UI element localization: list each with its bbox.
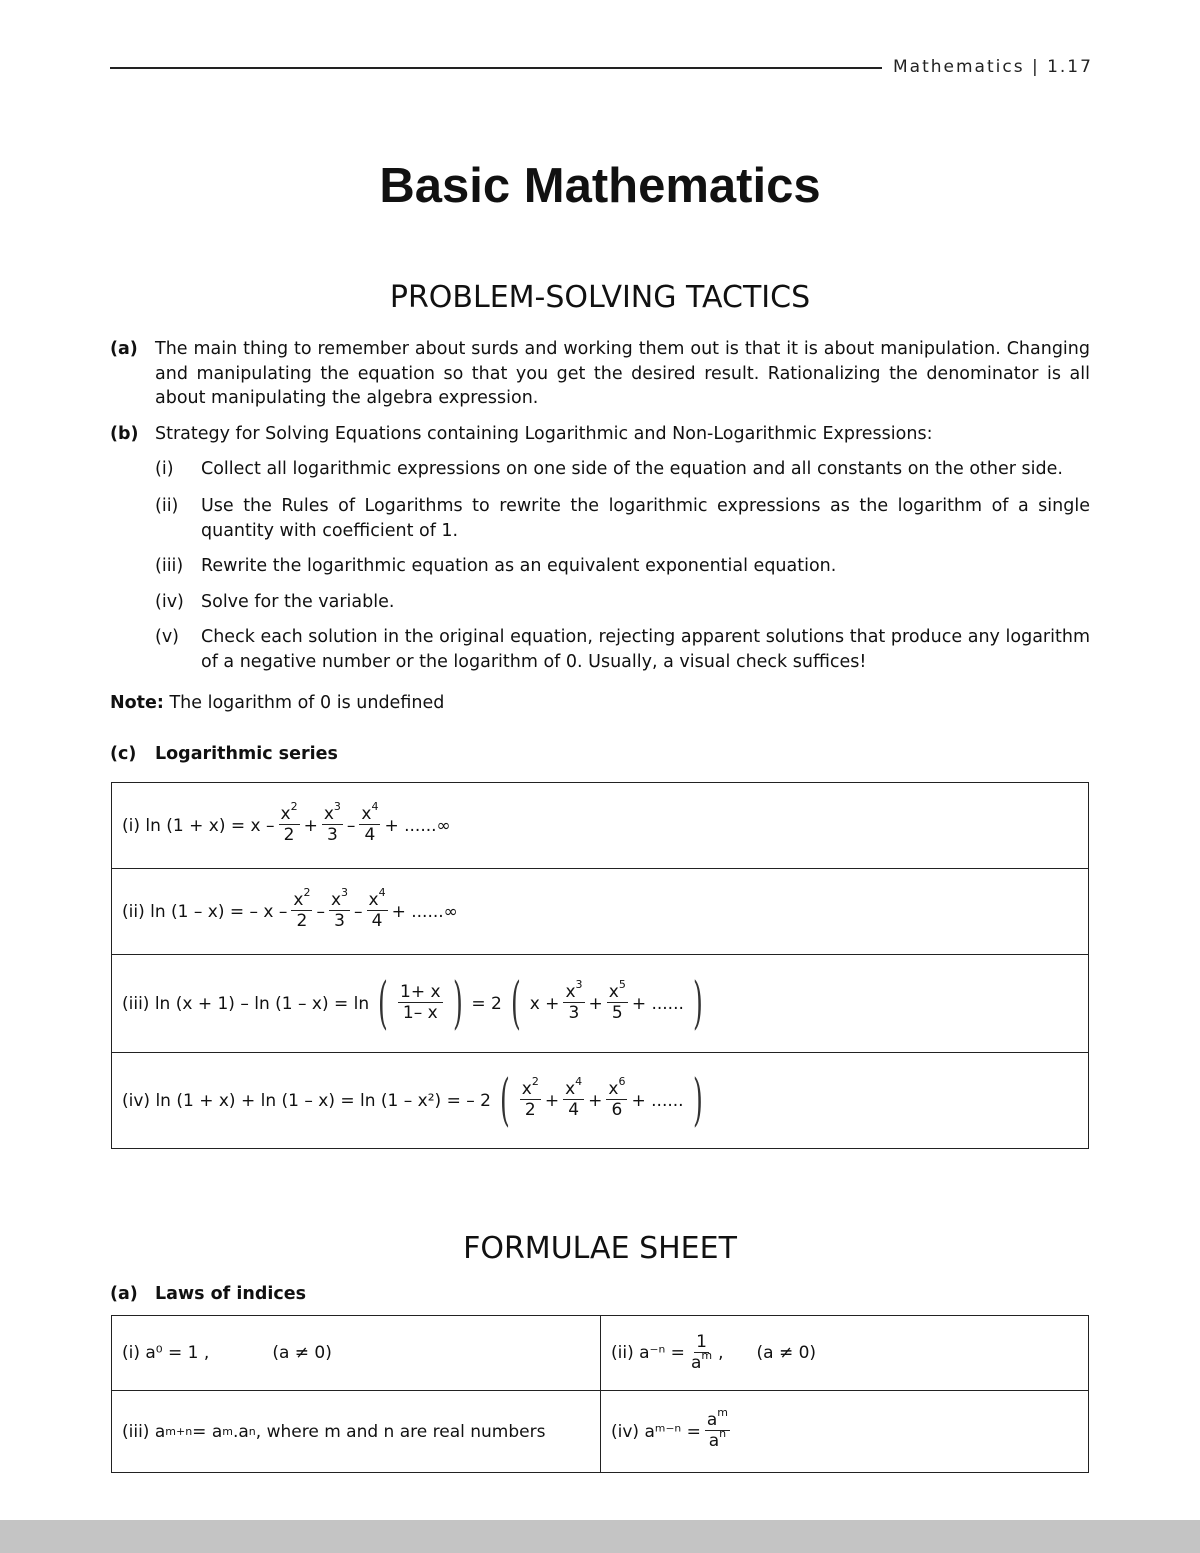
series-tail: + ...... <box>631 993 684 1014</box>
exponent: m <box>701 1348 713 1362</box>
numerator: a <box>706 1410 718 1430</box>
denominator: a <box>690 1352 702 1373</box>
fraction <box>329 886 350 932</box>
operator: – <box>346 815 356 836</box>
right-paren: ) <box>452 970 463 1036</box>
exponent: 2 <box>303 886 311 899</box>
indices-row <box>112 1391 1089 1473</box>
equals: = 2 <box>471 993 502 1014</box>
tactic-b-label: (b) <box>110 424 139 444</box>
exponent: 2 <box>531 1075 539 1088</box>
numerator: 1+ x <box>400 982 441 1002</box>
note-label: Note: <box>110 693 164 713</box>
denominator: 3 <box>326 825 338 845</box>
formula-prefix: (ii) ln (1 – x) = – x – <box>122 901 288 922</box>
exponent: 3 <box>575 978 583 991</box>
series-row <box>112 1053 1089 1149</box>
step-item <box>155 625 1090 674</box>
fraction <box>367 886 388 932</box>
series-tail: + ......∞ <box>391 901 458 922</box>
running-header: Mathematics | 1.17 <box>893 57 1093 77</box>
series-formula-3 <box>122 970 1088 1036</box>
law-i <box>122 1343 600 1363</box>
law-iii-prefix: (iii) a <box>122 1421 166 1442</box>
exponent: 4 <box>371 800 379 813</box>
series-row <box>112 955 1089 1053</box>
denominator: 4 <box>568 1100 580 1120</box>
numerator: 1 <box>696 1331 707 1352</box>
denominator: 5 <box>611 1003 623 1023</box>
tactic-a <box>110 337 1090 411</box>
denominator: 6 <box>611 1100 623 1120</box>
step-text: Check each solution in the original equation, rejecting apparent solutions that produce any logarithm of a negative number or the logarithm of 0. Usually, a visual check suffices! <box>201 627 1090 672</box>
fraction <box>606 1075 627 1121</box>
step-label: (v) <box>155 627 180 647</box>
step-label: (iii) <box>155 556 184 576</box>
log-series-heading <box>110 744 338 764</box>
operator: – <box>354 901 363 922</box>
step-label: (iv) <box>155 592 184 612</box>
tactic-a-label: (a) <box>110 339 138 359</box>
denominator: 1– x <box>402 1003 438 1023</box>
denominator: 3 <box>568 1003 580 1023</box>
formula-prefix: (i) ln (1 + x) = x – <box>122 815 275 836</box>
formula-prefix: (iii) ln (x + 1) – ln (1 – x) = ln <box>122 993 370 1014</box>
step-item <box>155 554 1090 579</box>
problem-solving-heading: PROBLEM-SOLVING TACTICS <box>389 280 811 315</box>
law-ii-condition: (a ≠ 0) <box>756 1343 817 1363</box>
law-iii: (iii) a m+n = a m .a n , where m and n are real numbers <box>122 1421 546 1442</box>
denominator: 4 <box>364 825 376 845</box>
series-tail: + ...... <box>631 1090 684 1111</box>
numerator: x <box>608 1079 619 1099</box>
log-series-label: (c) <box>110 744 137 764</box>
fraction <box>563 1075 584 1121</box>
step-text: Rewrite the logarithmic equation as an equivalent exponential equation. <box>201 556 837 576</box>
numerator: x <box>361 804 372 824</box>
term: x + <box>529 993 560 1014</box>
fraction <box>520 1075 541 1121</box>
indices-table <box>111 1315 1089 1473</box>
header-rule <box>110 67 882 69</box>
denominator: 4 <box>371 911 383 931</box>
exponent: n <box>719 1427 727 1440</box>
left-paren: ( <box>499 1067 510 1133</box>
log-series-title: Logarithmic series <box>155 744 338 764</box>
law-iii-product: .a <box>232 1421 249 1442</box>
operator: + <box>588 1090 603 1111</box>
numerator: x <box>368 890 379 910</box>
operator: + <box>544 1090 560 1111</box>
law-iii-equals: = a <box>192 1421 223 1442</box>
numerator: x <box>280 804 291 824</box>
step-item <box>155 494 1090 543</box>
law-iv <box>611 1406 1088 1452</box>
law-i-condition: (a ≠ 0) <box>272 1343 332 1363</box>
fraction <box>398 983 443 1024</box>
separator: , <box>718 1343 724 1363</box>
step-text: Collect all logarithmic expressions on one side of the equation and all constants on the other side. <box>201 459 1063 479</box>
exponent: 4 <box>378 886 386 899</box>
numerator: x <box>293 890 304 910</box>
note-text: The logarithm of 0 is undefined <box>163 693 445 713</box>
fraction <box>607 978 628 1024</box>
law-i-text: (i) a⁰ = 1 , <box>122 1343 210 1363</box>
exponent: 2 <box>290 800 298 813</box>
laws-label: (a) <box>110 1284 138 1304</box>
law-ii <box>611 1333 1088 1374</box>
laws-title: Laws of indices <box>155 1284 307 1304</box>
exponent: 6 <box>618 1075 626 1088</box>
operator: + <box>588 993 603 1014</box>
denominator: a <box>708 1431 720 1451</box>
series-formula-2 <box>122 886 1088 932</box>
numerator: x <box>565 982 576 1002</box>
step-item <box>155 457 1090 482</box>
denominator: 2 <box>296 911 308 931</box>
exponent: 4 <box>575 1075 583 1088</box>
log-series-table <box>111 782 1089 1149</box>
tactic-b <box>110 422 1090 447</box>
laws-heading <box>110 1284 307 1304</box>
note <box>110 693 444 713</box>
footer-bar <box>0 1520 1200 1553</box>
numerator: x <box>565 1079 576 1099</box>
page-title: Basic Mathematics <box>379 159 821 213</box>
law-iii-tail: , where m and n are real numbers <box>255 1421 546 1442</box>
indices-row <box>112 1316 1089 1391</box>
numerator: x <box>330 890 342 910</box>
exponent: 3 <box>341 886 349 899</box>
left-paren: ( <box>378 970 388 1036</box>
series-formula-1 <box>122 800 1088 846</box>
fraction <box>705 1406 730 1452</box>
operator: – <box>316 901 325 922</box>
fraction <box>291 886 312 932</box>
step-text: Solve for the variable. <box>201 592 395 612</box>
fraction <box>279 800 300 846</box>
right-paren: ) <box>692 1067 703 1133</box>
denominator: 3 <box>334 911 345 931</box>
tactic-b-text: Strategy for Solving Equations containing Logarithmic and Non-Logarithmic Expressions: <box>155 424 933 444</box>
exponent: m <box>717 1406 728 1419</box>
series-row <box>112 783 1089 869</box>
step-text: Use the Rules of Logarithms to rewrite the logarithmic expressions as the logarithm of a single quantity with coefficient of 1. <box>201 496 1090 541</box>
law-ii-prefix: (ii) a⁻ⁿ = <box>611 1343 685 1363</box>
fraction <box>322 800 343 846</box>
exponent: 3 <box>333 800 341 813</box>
fraction <box>689 1333 714 1374</box>
law-iv-prefix: (iv) aᵐ⁻ⁿ = <box>611 1421 701 1442</box>
step-item <box>155 590 1090 615</box>
operator: + <box>303 815 318 836</box>
series-formula-4 <box>122 1067 1088 1133</box>
numerator: x <box>608 982 619 1002</box>
right-paren: ) <box>692 970 703 1036</box>
series-row <box>112 869 1089 955</box>
series-tail: + ......∞ <box>384 815 451 836</box>
numerator: x <box>521 1079 532 1099</box>
step-label: (i) <box>155 459 174 479</box>
denominator: 2 <box>524 1100 536 1120</box>
fraction <box>563 978 584 1024</box>
numerator: x <box>323 804 334 824</box>
formula-prefix: (iv) ln (1 + x) + ln (1 – x) = ln (1 – x²) = – 2 <box>122 1090 491 1111</box>
exponent: 5 <box>618 978 626 991</box>
formulae-heading: FORMULAE SHEET <box>463 1231 737 1266</box>
step-label: (ii) <box>155 496 179 516</box>
left-paren: ( <box>510 970 521 1036</box>
denominator: 2 <box>283 825 295 845</box>
tactic-a-text: The main thing to remember about surds and working them out is that it is about manipulation. Changing and manipulating the equation so that you get the desired result. Rationalizing the denominator is all about manipulating the algebra expression. <box>155 339 1090 408</box>
fraction <box>359 800 380 846</box>
